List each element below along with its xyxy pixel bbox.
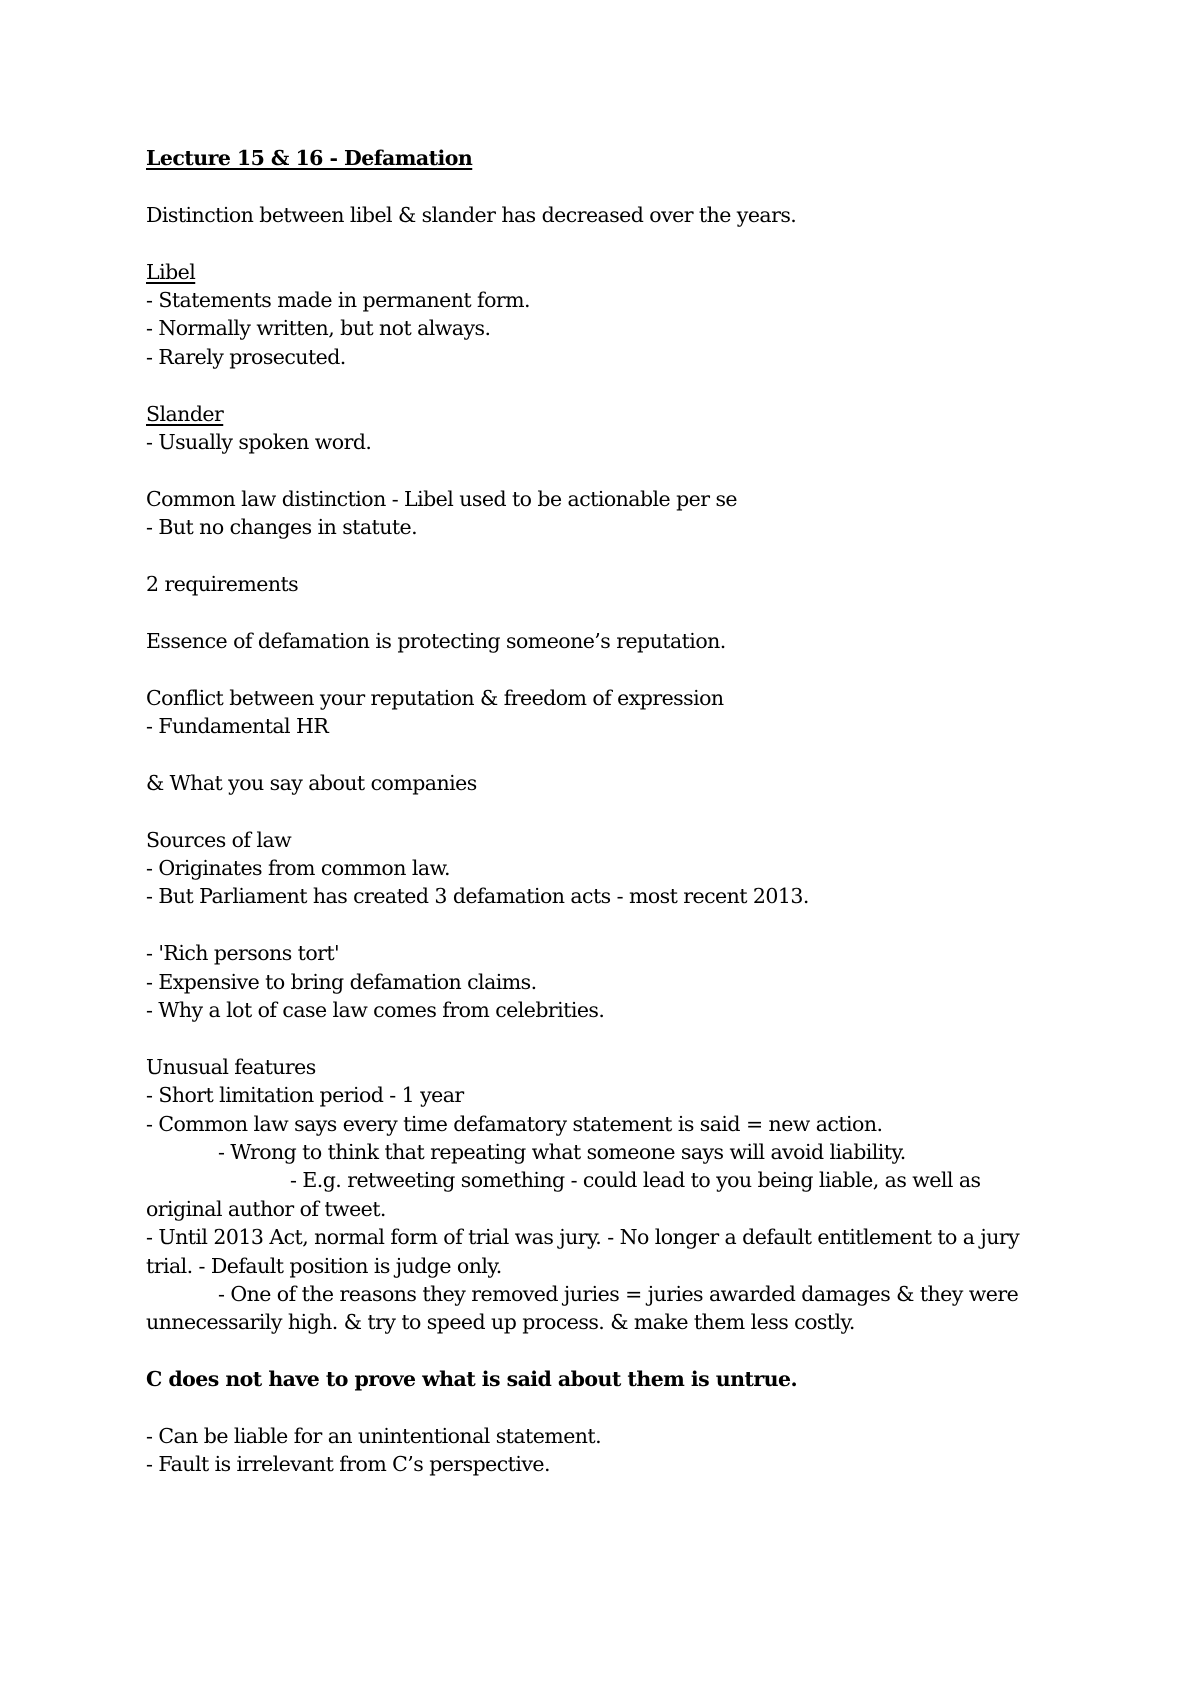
common-law-line: Common law distinction - Libel used to be actionable per se — [146, 486, 738, 511]
spacer — [146, 740, 1086, 768]
spacer — [146, 542, 1086, 570]
libel-item: - Rarely prosecuted. — [146, 344, 346, 369]
document-body — [146, 144, 1086, 1479]
conflict-item: - Fundamental HR — [146, 714, 329, 739]
unusual-item: - Common law says every time defamatory statement is said = new action. — [146, 1111, 883, 1136]
spacer — [146, 456, 1086, 484]
unusual-subsubitem-continued: original author of tweet. — [146, 1196, 386, 1221]
sources-item: - Originates from common law. — [146, 856, 451, 881]
spacer — [146, 911, 1086, 939]
rich-item: - Why a lot of case law comes from celebrities. — [146, 998, 605, 1023]
rich-item: - Expensive to bring defamation claims. — [146, 969, 537, 994]
unusual-item: - Until 2013 Act, normal form of trial was jury. - No longer a default entitlement to a jury — [146, 1225, 1020, 1250]
spacer — [146, 1024, 1086, 1052]
slander-heading: Slander — [146, 401, 224, 426]
unusual-item: - Short limitation period - 1 year — [146, 1083, 464, 1108]
spacer — [146, 655, 1086, 683]
rich-item: - 'Rich persons tort' — [146, 941, 340, 966]
spacer — [146, 229, 1086, 257]
essence-line: Essence of defamation is protecting someone’s reputation. — [146, 628, 726, 653]
spacer — [146, 371, 1086, 399]
companies-line: & What you say about companies — [146, 770, 477, 795]
spacer — [146, 797, 1086, 825]
final-item: - Can be liable for an unintentional statement. — [146, 1424, 602, 1449]
unusual-item-continued: trial. - Default position is judge only. — [146, 1253, 502, 1278]
libel-item: - Statements made in permanent form. — [146, 288, 530, 312]
libel-item: - Normally written, but not always. — [146, 316, 491, 341]
libel-heading: Libel — [146, 259, 196, 284]
spacer — [146, 172, 1086, 200]
spacer — [146, 1337, 1086, 1365]
intro-paragraph: Distinction between libel & slander has decreased over the years. — [146, 202, 797, 227]
spacer — [146, 598, 1086, 626]
slander-item: - Usually spoken word. — [146, 430, 372, 455]
unusual-subitem: - One of the reasons they removed juries = juries awarded damages & they were — [218, 1282, 1019, 1307]
requirements-line: 2 requirements — [146, 572, 299, 597]
sources-heading: Sources of law — [146, 827, 292, 852]
conflict-line: Conflict between your reputation & freedom of expression — [146, 685, 724, 710]
common-law-item: - But no changes in statute. — [146, 515, 418, 540]
spacer — [146, 1394, 1086, 1422]
final-item: - Fault is irrelevant from C’s perspective. — [146, 1452, 550, 1477]
unusual-subitem: - Wrong to think that repeating what someone says will avoid liability. — [218, 1140, 906, 1165]
document-title: Lecture 15 & 16 - Defamation — [146, 146, 473, 170]
sources-item: - But Parliament has created 3 defamation acts - most recent 2013. — [146, 884, 809, 909]
unusual-subitem-continued: unnecessarily high. & try to speed up process. & make them less costly. — [146, 1310, 855, 1335]
bold-statement: C does not have to prove what is said about them is untrue. — [146, 1367, 798, 1392]
unusual-subsubitem: - E.g. retweeting something - could lead to you being liable, as well as — [290, 1168, 981, 1193]
unusual-heading: Unusual features — [146, 1054, 316, 1079]
